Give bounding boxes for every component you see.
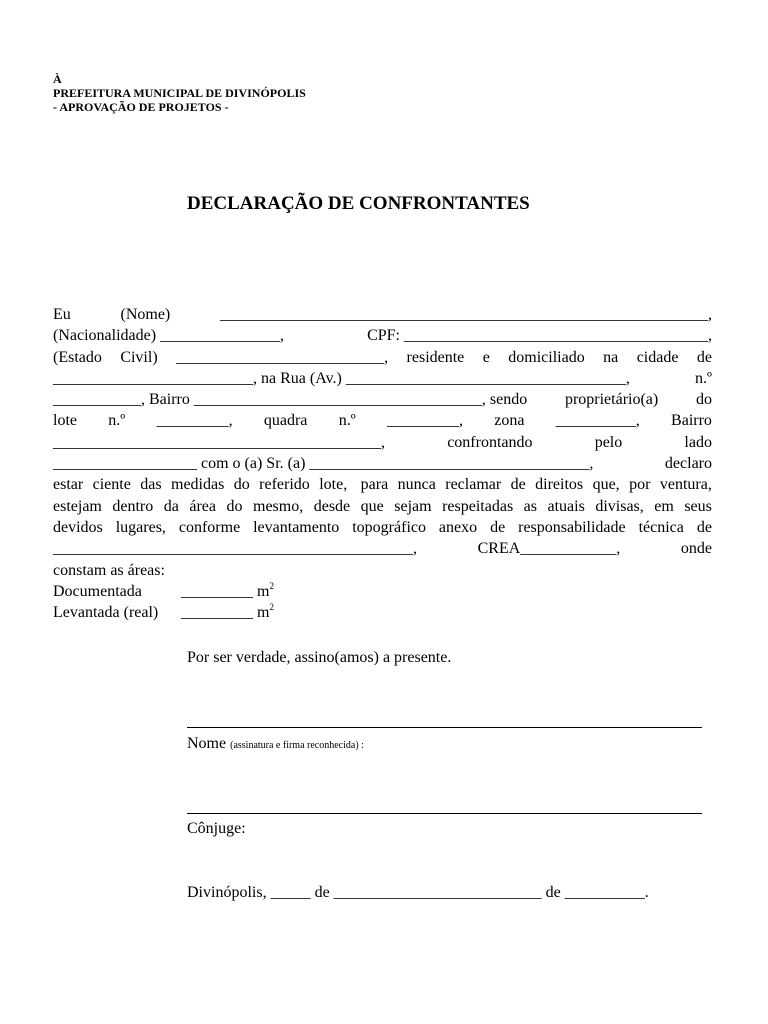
declaration-word: de xyxy=(490,518,506,536)
area-levantada-value: _________ $m^2$ xyxy=(181,602,274,622)
declaration-word: anexo xyxy=(438,518,478,536)
addressee-header xyxy=(53,72,306,114)
declaration-lines xyxy=(53,304,712,560)
declaration-word: declaro xyxy=(664,455,712,473)
declaration-word: nunca xyxy=(397,476,436,494)
signature-nome-note: (assinatura e firma reconhecida) : xyxy=(230,740,364,751)
declaration-word: _________________________________________, xyxy=(53,433,385,451)
declaration-word: pelo xyxy=(594,433,623,451)
declaration-word: lote xyxy=(53,412,77,430)
declaration-word: divisas, xyxy=(595,497,644,515)
area-levantada-label: Levantada (real) xyxy=(53,604,159,622)
declaration-word: CPF: ______________________________________, xyxy=(367,327,712,345)
declaration-word: CREA____________, xyxy=(477,540,621,558)
declaration-word: __________________ com o (a) Sr. (a) ___________________________________, xyxy=(53,455,594,473)
declaration-word: em xyxy=(654,497,674,515)
declaration-word: ___________, Bairro ____________________________________, sendo xyxy=(53,391,528,409)
declaration-word: __________, xyxy=(555,412,640,430)
declaration-line xyxy=(53,304,712,325)
declaration-line xyxy=(53,325,712,346)
header-line-3: - APROVAÇÃO DE PROJETOS - xyxy=(53,100,229,114)
declaration-line xyxy=(53,474,712,495)
declaration-word: que, xyxy=(592,476,620,494)
declaration-word: lote, xyxy=(319,476,348,494)
declaration-line xyxy=(53,517,712,538)
declaration-word: reclamar xyxy=(445,476,502,494)
declaration-word: lado xyxy=(684,433,712,451)
declaration-word: estar xyxy=(53,476,84,494)
declaration-word: respeitadas xyxy=(442,497,514,515)
signature-nome-label: Nome xyxy=(187,735,227,752)
declaration-word: estejam xyxy=(53,497,102,515)
declaration-word: das xyxy=(140,476,162,494)
declaration-word: n.º xyxy=(338,412,356,430)
declaration-word: (Estado xyxy=(53,348,102,366)
closing-statement: Por ser verdade, assino(amos) a presente. xyxy=(187,649,452,666)
declaration-word: ventura, xyxy=(659,476,712,494)
declaration-line xyxy=(53,432,712,453)
declaration-line xyxy=(53,538,712,559)
declaration-word: e xyxy=(482,348,490,366)
document-title: DECLARAÇÃO DE CONFRONTANTES xyxy=(187,193,530,214)
declaration-word: para xyxy=(356,476,389,494)
declaration-word: Civil) xyxy=(120,348,158,366)
declaration-word: de xyxy=(696,518,712,536)
declaration-word: domiciliado xyxy=(508,348,585,366)
area-documentada-value: _________ $m^2$ xyxy=(181,580,274,600)
declaration-word: _________________________, na Rua (Av.) ___________________________________, xyxy=(53,369,630,387)
declaration-word: (Nome) xyxy=(120,306,171,323)
declaration-word: direitos xyxy=(535,476,584,494)
declaration-word: mesmo, xyxy=(253,497,304,515)
area-documentada-label: Documentada xyxy=(53,582,142,600)
header-line-2: PREFEITURA MUNICIPAL DE DIVINÓPOLIS xyxy=(53,86,306,100)
declaration-word: topográfico xyxy=(352,518,426,536)
declaration-word: área xyxy=(189,497,216,515)
declaration-line xyxy=(53,368,712,389)
declaration-word: __________________________, xyxy=(176,348,389,366)
area-documentada-row xyxy=(53,581,712,602)
declaration-word: do xyxy=(226,497,243,515)
declaration-word: onde xyxy=(680,540,712,558)
date-line: Divinópolis, _____ de __________________________ de __________. xyxy=(187,884,649,901)
declaration-word: _________, xyxy=(386,412,463,430)
declaration-word: desde xyxy=(313,497,351,515)
signature-nome-caption xyxy=(187,735,364,753)
declaration-word: n.º xyxy=(108,412,126,430)
declaration-word: quadra xyxy=(263,412,308,430)
declaration-line xyxy=(53,389,712,410)
declaration-word: atuais xyxy=(547,497,585,515)
declaration-line xyxy=(53,453,712,474)
declaration-word: (Nacionalidade) _______________, xyxy=(53,327,285,345)
declaration-word: as xyxy=(523,497,537,515)
declaration-word: _____________________________________________________________, xyxy=(219,306,712,323)
declaration-word: que xyxy=(360,497,384,515)
signature-conjuge-label: Cônjuge: xyxy=(187,820,246,837)
declaration-word: da xyxy=(163,497,179,515)
declaration-word: Eu xyxy=(53,306,71,323)
declaration-word: responsabilidade xyxy=(518,518,626,536)
areas-intro: constam as áreas: xyxy=(53,561,165,579)
declaration-word: n.º xyxy=(695,369,712,387)
declaration-word: seus xyxy=(684,497,712,515)
declaration-word: zona xyxy=(494,412,525,430)
declaration-word: cidade xyxy=(636,348,679,366)
header-line-1: À xyxy=(53,72,62,86)
declaration-line xyxy=(53,410,712,431)
declaration-word: técnica xyxy=(638,518,684,536)
declaration-word: conforme xyxy=(178,518,241,536)
declaration-word: devidos xyxy=(53,518,103,536)
declaration-word: proprietário(a) xyxy=(564,391,659,409)
declaration-line xyxy=(53,496,712,517)
area-levantada-row xyxy=(53,602,712,623)
declaration-word: de xyxy=(510,476,526,494)
declaration-word: dentro xyxy=(112,497,154,515)
declaration-body xyxy=(53,304,712,623)
declaration-word: referido xyxy=(259,476,310,494)
declaration-word: Bairro xyxy=(671,412,712,430)
signature-line-conjuge xyxy=(187,813,702,814)
declaration-word: sejam xyxy=(394,497,432,515)
declaration-word: ciente xyxy=(92,476,131,494)
declaration-word: confrontando xyxy=(447,433,533,451)
declaration-word: _____________________________________________, xyxy=(53,540,417,558)
declaration-word: do xyxy=(233,476,250,494)
signature-line-nome xyxy=(187,727,702,728)
declaration-word: medidas xyxy=(171,476,225,494)
declaration-word: por xyxy=(629,476,651,494)
declaration-word: residente xyxy=(406,348,465,366)
declaration-word: _________, xyxy=(156,412,233,430)
declaration-word: levantamento xyxy=(253,518,340,536)
declaration-word: do xyxy=(695,391,712,409)
declaration-word: lugares, xyxy=(115,518,166,536)
declaration-line xyxy=(53,347,712,368)
declaration-word: na xyxy=(603,348,619,366)
declaration-word: de xyxy=(696,348,712,366)
